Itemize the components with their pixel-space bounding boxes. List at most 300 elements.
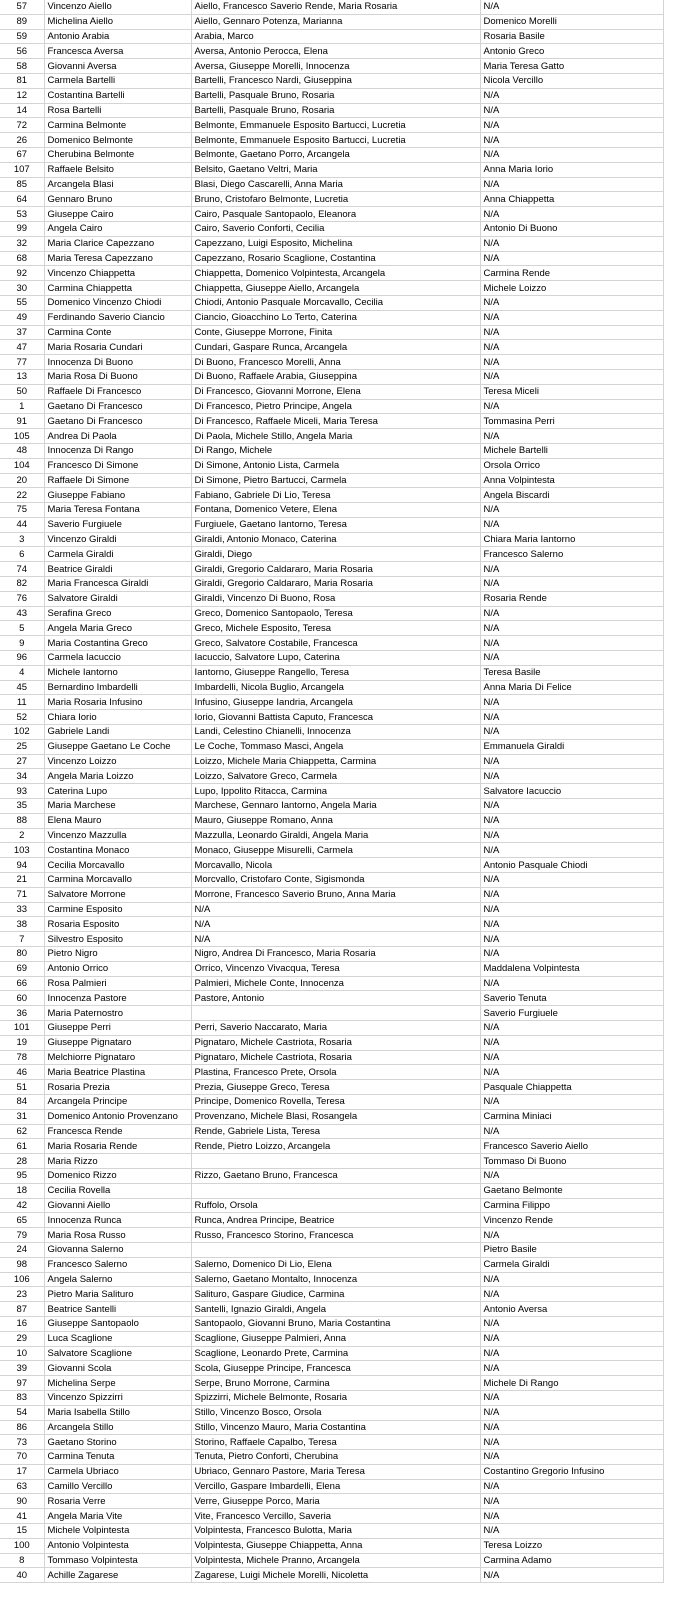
person-name-cell: Giovanni Scola [44,1361,191,1376]
table-row [0,1316,663,1331]
godparent-cell: N/A [480,843,663,858]
parents-cell: Chiappetta, Giuseppe Aiello, Arcangela [191,281,480,296]
person-name-cell: Angela Maria Vite [44,1509,191,1524]
godparent-cell: N/A [480,236,663,251]
record-id-cell: 76 [0,591,44,606]
record-id-cell: 53 [0,207,44,222]
parents-cell: Imbardelli, Nicola Buglio, Arcangela [191,680,480,695]
parents-cell: Stillo, Vincenzo Mauro, Maria Costantina [191,1420,480,1435]
table-row [0,1109,663,1124]
parents-cell: Giraldi, Gregorio Caldararo, Maria Rosaria [191,577,480,592]
table-row [0,162,663,177]
table-row [0,1006,663,1021]
table-row [0,828,663,843]
table-row [0,429,663,444]
parents-cell: Santopaolo, Giovanni Bruno, Maria Costantina [191,1316,480,1331]
person-name-cell: Camillo Vercillo [44,1479,191,1494]
record-id-cell: 4 [0,665,44,680]
person-name-cell: Arcangela Blasi [44,177,191,192]
parents-cell: Aiello, Gennaro Potenza, Marianna [191,14,480,29]
parents-cell: Salerno, Domenico Di Lio, Elena [191,1257,480,1272]
godparent-cell: N/A [480,813,663,828]
godparent-cell: N/A [480,1568,663,1583]
godparent-cell: N/A [480,917,663,932]
table-row [0,1228,663,1243]
parents-cell: Morcvallo, Cristofaro Conte, Sigismonda [191,873,480,888]
godparent-cell: Vincenzo Rende [480,1213,663,1228]
godparent-cell: N/A [480,517,663,532]
table-row [0,1464,663,1479]
table-row [0,192,663,207]
godparent-cell: Carmina Rende [480,266,663,281]
person-name-cell: Maria Francesca Giraldi [44,577,191,592]
table-row [0,355,663,370]
parents-cell: Principe, Domenico Rovella, Teresa [191,1094,480,1109]
person-name-cell: Michele Iantorno [44,665,191,680]
person-name-cell: Carmina Belmonte [44,118,191,133]
record-id-cell: 105 [0,429,44,444]
person-name-cell: Saverio Furgiuele [44,517,191,532]
godparent-cell: N/A [480,1272,663,1287]
table-row [0,44,663,59]
godparent-cell: Orsola Orrico [480,458,663,473]
person-name-cell: Rosa Bartelli [44,103,191,118]
person-name-cell: Carmina Conte [44,325,191,340]
parents-cell: Loizzo, Salvatore Greco, Carmela [191,769,480,784]
godparent-cell: N/A [480,887,663,902]
godparent-cell: N/A [480,310,663,325]
record-id-cell: 95 [0,1168,44,1183]
record-id-cell: 68 [0,251,44,266]
record-id-cell: 51 [0,1080,44,1095]
parents-cell: Giraldi, Gregorio Caldararo, Maria Rosaria [191,562,480,577]
record-id-cell: 44 [0,517,44,532]
record-id-cell: 38 [0,917,44,932]
godparent-cell: N/A [480,1035,663,1050]
person-name-cell: Domenico Vincenzo Chiodi [44,295,191,310]
table-row [0,443,663,458]
parents-cell: Blasi, Diego Cascarelli, Anna Maria [191,177,480,192]
godparent-cell: Costantino Gregorio Infusino [480,1464,663,1479]
parents-cell: Storino, Raffaele Capalbo, Teresa [191,1435,480,1450]
record-id-cell: 97 [0,1376,44,1391]
parents-cell: Pignataro, Michele Castriota, Rosaria [191,1050,480,1065]
person-name-cell: Giovanni Aversa [44,59,191,74]
parents-cell: Landi, Celestino Chianelli, Innocenza [191,725,480,740]
table-row [0,310,663,325]
godparent-cell: N/A [480,606,663,621]
table-row [0,177,663,192]
record-id-cell: 78 [0,1050,44,1065]
person-name-cell: Vincenzo Mazzulla [44,828,191,843]
table-row [0,1479,663,1494]
godparent-cell: N/A [480,1287,663,1302]
parents-cell: N/A [191,917,480,932]
person-name-cell: Innocenza Runca [44,1213,191,1228]
table-row [0,1524,663,1539]
table-row [0,266,663,281]
parents-cell: Bartelli, Pasquale Bruno, Rosaria [191,103,480,118]
record-id-cell: 19 [0,1035,44,1050]
godparent-cell: Carmina Miniaci [480,1109,663,1124]
person-name-cell: Carmina Tenuta [44,1450,191,1465]
person-name-cell: Carmela Giraldi [44,547,191,562]
godparent-cell: N/A [480,1228,663,1243]
godparent-cell: N/A [480,754,663,769]
person-name-cell: Maria Beatrice Plastina [44,1065,191,1080]
godparent-cell: N/A [480,177,663,192]
record-id-cell: 82 [0,577,44,592]
record-id-cell: 9 [0,636,44,651]
record-id-cell: 41 [0,1509,44,1524]
table-row [0,29,663,44]
table-row [0,118,663,133]
godparent-cell: Michele Loizzo [480,281,663,296]
table-row [0,295,663,310]
parents-cell: Spizzirri, Michele Belmonte, Rosaria [191,1390,480,1405]
table-row [0,1376,663,1391]
table-row [0,517,663,532]
table-row [0,784,663,799]
table-row [0,947,663,962]
parents-cell: Verre, Giuseppe Porco, Maria [191,1494,480,1509]
person-name-cell: Maria Teresa Capezzano [44,251,191,266]
record-id-cell: 61 [0,1139,44,1154]
person-name-cell: Maria Rosaria Cundari [44,340,191,355]
godparent-cell: N/A [480,902,663,917]
person-name-cell: Raffaele Belsito [44,162,191,177]
person-name-cell: Beatrice Giraldi [44,562,191,577]
parents-cell: Zagarese, Luigi Michele Morelli, Nicoletta [191,1568,480,1583]
godparent-cell: N/A [480,1479,663,1494]
table-row [0,651,663,666]
table-row [0,976,663,991]
person-name-cell: Silvestro Esposito [44,932,191,947]
record-id-cell: 43 [0,606,44,621]
godparent-cell: Carmina Adamo [480,1553,663,1568]
godparent-cell: N/A [480,1524,663,1539]
godparent-cell: Tommaso Di Buono [480,1154,663,1169]
godparent-cell: Teresa Loizzo [480,1538,663,1553]
table-row [0,251,663,266]
godparent-cell: N/A [480,1124,663,1139]
parents-cell: Arabia, Marco [191,29,480,44]
parents-cell: Ciancio, Gioacchino Lo Terto, Caterina [191,310,480,325]
record-id-cell: 17 [0,1464,44,1479]
record-id-cell: 33 [0,902,44,917]
table-row [0,1346,663,1361]
parents-cell: Greco, Domenico Santopaolo, Teresa [191,606,480,621]
table-row [0,1450,663,1465]
record-id-cell: 98 [0,1257,44,1272]
record-id-cell: 81 [0,73,44,88]
record-id-cell: 13 [0,369,44,384]
table-row [0,1183,663,1198]
record-id-cell: 71 [0,887,44,902]
parents-cell: Morcavallo, Nicola [191,858,480,873]
table-row [0,1494,663,1509]
person-name-cell: Domenico Antonio Provenzano [44,1109,191,1124]
parents-cell: Aversa, Antonio Perocca, Elena [191,44,480,59]
godparent-cell: Michele Bartelli [480,443,663,458]
table-row [0,917,663,932]
record-id-cell: 54 [0,1405,44,1420]
godparent-cell: Carmela Giraldi [480,1257,663,1272]
table-row [0,1020,663,1035]
record-id-cell: 18 [0,1183,44,1198]
person-name-cell: Carmine Esposito [44,902,191,917]
godparent-cell: Maddalena Volpintesta [480,961,663,976]
godparent-cell: N/A [480,251,663,266]
person-name-cell: Beatrice Santelli [44,1302,191,1317]
record-id-cell: 90 [0,1494,44,1509]
record-id-cell: 3 [0,532,44,547]
parents-cell: Lupo, Ippolito Ritacca, Carmina [191,784,480,799]
table-row [0,384,663,399]
parents-cell: Monaco, Giuseppe Misurelli, Carmela [191,843,480,858]
table-row [0,1272,663,1287]
record-id-cell: 34 [0,769,44,784]
table-row [0,103,663,118]
godparent-cell: Anna Maria Iorio [480,162,663,177]
table-row [0,843,663,858]
table-row [0,769,663,784]
person-name-cell: Salvatore Giraldi [44,591,191,606]
table-row [0,236,663,251]
godparent-cell: Domenico Morelli [480,14,663,29]
godparent-cell: N/A [480,1050,663,1065]
parents-cell: Scola, Giuseppe Principe, Francesca [191,1361,480,1376]
parents-cell: Salerno, Gaetano Montalto, Innocenza [191,1272,480,1287]
record-id-cell: 29 [0,1331,44,1346]
person-name-cell: Maria Marchese [44,799,191,814]
person-name-cell: Innocenza Di Rango [44,443,191,458]
record-id-cell: 93 [0,784,44,799]
parents-cell: Chiappetta, Domenico Volpintesta, Arcangela [191,266,480,281]
godparent-cell: Maria Teresa Gatto [480,59,663,74]
person-name-cell: Giuseppe Santopaolo [44,1316,191,1331]
godparent-cell: N/A [480,503,663,518]
person-name-cell: Vincenzo Chiappetta [44,266,191,281]
table-row [0,1213,663,1228]
record-id-cell: 1 [0,399,44,414]
godparent-cell: N/A [480,1420,663,1435]
record-id-cell: 7 [0,932,44,947]
parents-cell: Aiello, Francesco Saverio Rende, Maria Rosaria [191,0,480,14]
record-id-cell: 39 [0,1361,44,1376]
parents-cell: Stillo, Vincenzo Bosco, Orsola [191,1405,480,1420]
parents-cell: N/A [191,902,480,917]
person-name-cell: Arcangela Principe [44,1094,191,1109]
record-id-cell: 8 [0,1553,44,1568]
person-name-cell: Giuseppe Perri [44,1020,191,1035]
person-name-cell: Francesco Salerno [44,1257,191,1272]
person-name-cell: Giovanni Aiello [44,1198,191,1213]
record-id-cell: 27 [0,754,44,769]
person-name-cell: Costantina Monaco [44,843,191,858]
parents-cell: Bartelli, Francesco Nardi, Giuseppina [191,73,480,88]
record-id-cell: 23 [0,1287,44,1302]
record-id-cell: 12 [0,88,44,103]
parents-cell: Di Paola, Michele Stillo, Angela Maria [191,429,480,444]
godparent-cell: N/A [480,399,663,414]
person-name-cell: Carmela Ubriaco [44,1464,191,1479]
godparent-cell: Antonio Greco [480,44,663,59]
parents-cell [191,1242,480,1257]
parents-cell: Mauro, Giuseppe Romano, Anna [191,813,480,828]
person-name-cell: Michelina Aiello [44,14,191,29]
table-row [0,932,663,947]
godparent-cell: Francesco Salerno [480,547,663,562]
table-row [0,0,663,14]
parents-cell: Furgiuele, Gaetano Iantorno, Teresa [191,517,480,532]
person-name-cell: Luca Scaglione [44,1331,191,1346]
godparent-cell: Antonio Di Buono [480,221,663,236]
parents-cell: Belmonte, Emmanuele Esposito Bartucci, Lucretia [191,133,480,148]
person-name-cell: Giuseppe Gaetano Le Coche [44,739,191,754]
parents-cell: Greco, Salvatore Costabile, Francesca [191,636,480,651]
record-id-cell: 92 [0,266,44,281]
parents-cell: Tenuta, Pietro Conforti, Cherubina [191,1450,480,1465]
record-id-cell: 48 [0,443,44,458]
parents-cell: Greco, Michele Esposito, Teresa [191,621,480,636]
record-id-cell: 31 [0,1109,44,1124]
person-name-cell: Salvatore Scaglione [44,1346,191,1361]
parents-cell: Rizzo, Gaetano Bruno, Francesca [191,1168,480,1183]
godparent-cell: Teresa Basile [480,665,663,680]
godparent-cell: Tommasina Perri [480,414,663,429]
record-id-cell: 70 [0,1450,44,1465]
person-name-cell: Vincenzo Giraldi [44,532,191,547]
parents-cell: Di Francesco, Pietro Principe, Angela [191,399,480,414]
person-name-cell: Carmina Chiappetta [44,281,191,296]
table-row [0,961,663,976]
table-row [0,1435,663,1450]
parents-cell: Russo, Francesco Storino, Francesca [191,1228,480,1243]
parents-cell: Rende, Pietro Loizzo, Arcangela [191,1139,480,1154]
record-id-cell: 62 [0,1124,44,1139]
parents-cell: Scaglione, Giuseppe Palmieri, Anna [191,1331,480,1346]
parents-cell: N/A [191,932,480,947]
godparent-cell: N/A [480,621,663,636]
parents-cell: Prezia, Giuseppe Greco, Teresa [191,1080,480,1095]
table-row [0,1405,663,1420]
godparent-cell: N/A [480,1316,663,1331]
parents-cell: Infusino, Giuseppe Iandria, Arcangela [191,695,480,710]
parents-cell: Salituro, Gaspare Giudice, Carmina [191,1287,480,1302]
parents-cell: Marchese, Gennaro Iantorno, Angela Maria [191,799,480,814]
record-id-cell: 25 [0,739,44,754]
record-id-cell: 84 [0,1094,44,1109]
godparent-cell: N/A [480,873,663,888]
godparent-cell: N/A [480,976,663,991]
parents-cell: Di Simone, Pietro Bartucci, Carmela [191,473,480,488]
parents-cell: Giraldi, Diego [191,547,480,562]
godparent-cell: Gaetano Belmonte [480,1183,663,1198]
person-name-cell: Gaetano Di Francesco [44,414,191,429]
godparent-cell: N/A [480,1361,663,1376]
person-name-cell: Domenico Rizzo [44,1168,191,1183]
parents-cell: Aversa, Giuseppe Morelli, Innocenza [191,59,480,74]
godparent-cell: Anna Maria Di Felice [480,680,663,695]
person-name-cell: Salvatore Morrone [44,887,191,902]
person-name-cell: Angela Cairo [44,221,191,236]
record-id-cell: 85 [0,177,44,192]
record-id-cell: 45 [0,680,44,695]
table-row [0,14,663,29]
table-row [0,1257,663,1272]
parents-cell: Rende, Gabriele Lista, Teresa [191,1124,480,1139]
table-row [0,1331,663,1346]
person-name-cell: Innocenza Di Buono [44,355,191,370]
record-id-cell: 36 [0,1006,44,1021]
godparent-cell: Carmina Filippo [480,1198,663,1213]
record-id-cell: 80 [0,947,44,962]
table-row [0,680,663,695]
godparent-cell: N/A [480,325,663,340]
record-id-cell: 104 [0,458,44,473]
godparent-cell: N/A [480,295,663,310]
person-name-cell: Pietro Maria Salituro [44,1287,191,1302]
godparent-cell: Teresa Miceli [480,384,663,399]
parents-cell: Cundari, Gaspare Runca, Arcangela [191,340,480,355]
table-row [0,606,663,621]
table-row [0,1509,663,1524]
parents-cell: Belmonte, Gaetano Porro, Arcangela [191,147,480,162]
parents-cell: Mazzulla, Leonardo Giraldi, Angela Maria [191,828,480,843]
record-id-cell: 75 [0,503,44,518]
person-name-cell: Serafina Greco [44,606,191,621]
person-name-cell: Tommaso Volpintesta [44,1553,191,1568]
person-name-cell: Maria Rosa Russo [44,1228,191,1243]
table-row [0,562,663,577]
record-id-cell: 26 [0,133,44,148]
godparent-cell: N/A [480,695,663,710]
table-row [0,207,663,222]
record-id-cell: 47 [0,340,44,355]
record-id-cell: 86 [0,1420,44,1435]
parents-cell: Perri, Saverio Naccarato, Maria [191,1020,480,1035]
table-row [0,1080,663,1095]
record-id-cell: 94 [0,858,44,873]
parents-cell: Capezzano, Rosario Scaglione, Costantina [191,251,480,266]
person-name-cell: Ferdinando Saverio Ciancio [44,310,191,325]
record-id-cell: 83 [0,1390,44,1405]
person-name-cell: Carmina Morcavallo [44,873,191,888]
person-name-cell: Maria Isabella Stillo [44,1405,191,1420]
person-name-cell: Francesca Rende [44,1124,191,1139]
parents-cell: Le Coche, Tommaso Masci, Angela [191,739,480,754]
person-name-cell: Cecilia Morcavallo [44,858,191,873]
record-id-cell: 46 [0,1065,44,1080]
person-name-cell: Gaetano Di Francesco [44,399,191,414]
godparent-cell: N/A [480,0,663,14]
person-name-cell: Maria Rosaria Infusino [44,695,191,710]
table-row [0,414,663,429]
person-name-cell: Chiara Iorio [44,710,191,725]
table-row [0,754,663,769]
godparent-cell: Antonio Pasquale Chiodi [480,858,663,873]
godparent-cell: Saverio Tenuta [480,991,663,1006]
table-row [0,503,663,518]
table-row [0,1154,663,1169]
godparent-cell: N/A [480,769,663,784]
parents-cell: Belmonte, Emmanuele Esposito Bartucci, Lucretia [191,118,480,133]
godparent-cell: Michele Di Rango [480,1376,663,1391]
record-id-cell: 67 [0,147,44,162]
person-name-cell: Achille Zagarese [44,1568,191,1583]
godparent-cell: Anna Chiappetta [480,192,663,207]
